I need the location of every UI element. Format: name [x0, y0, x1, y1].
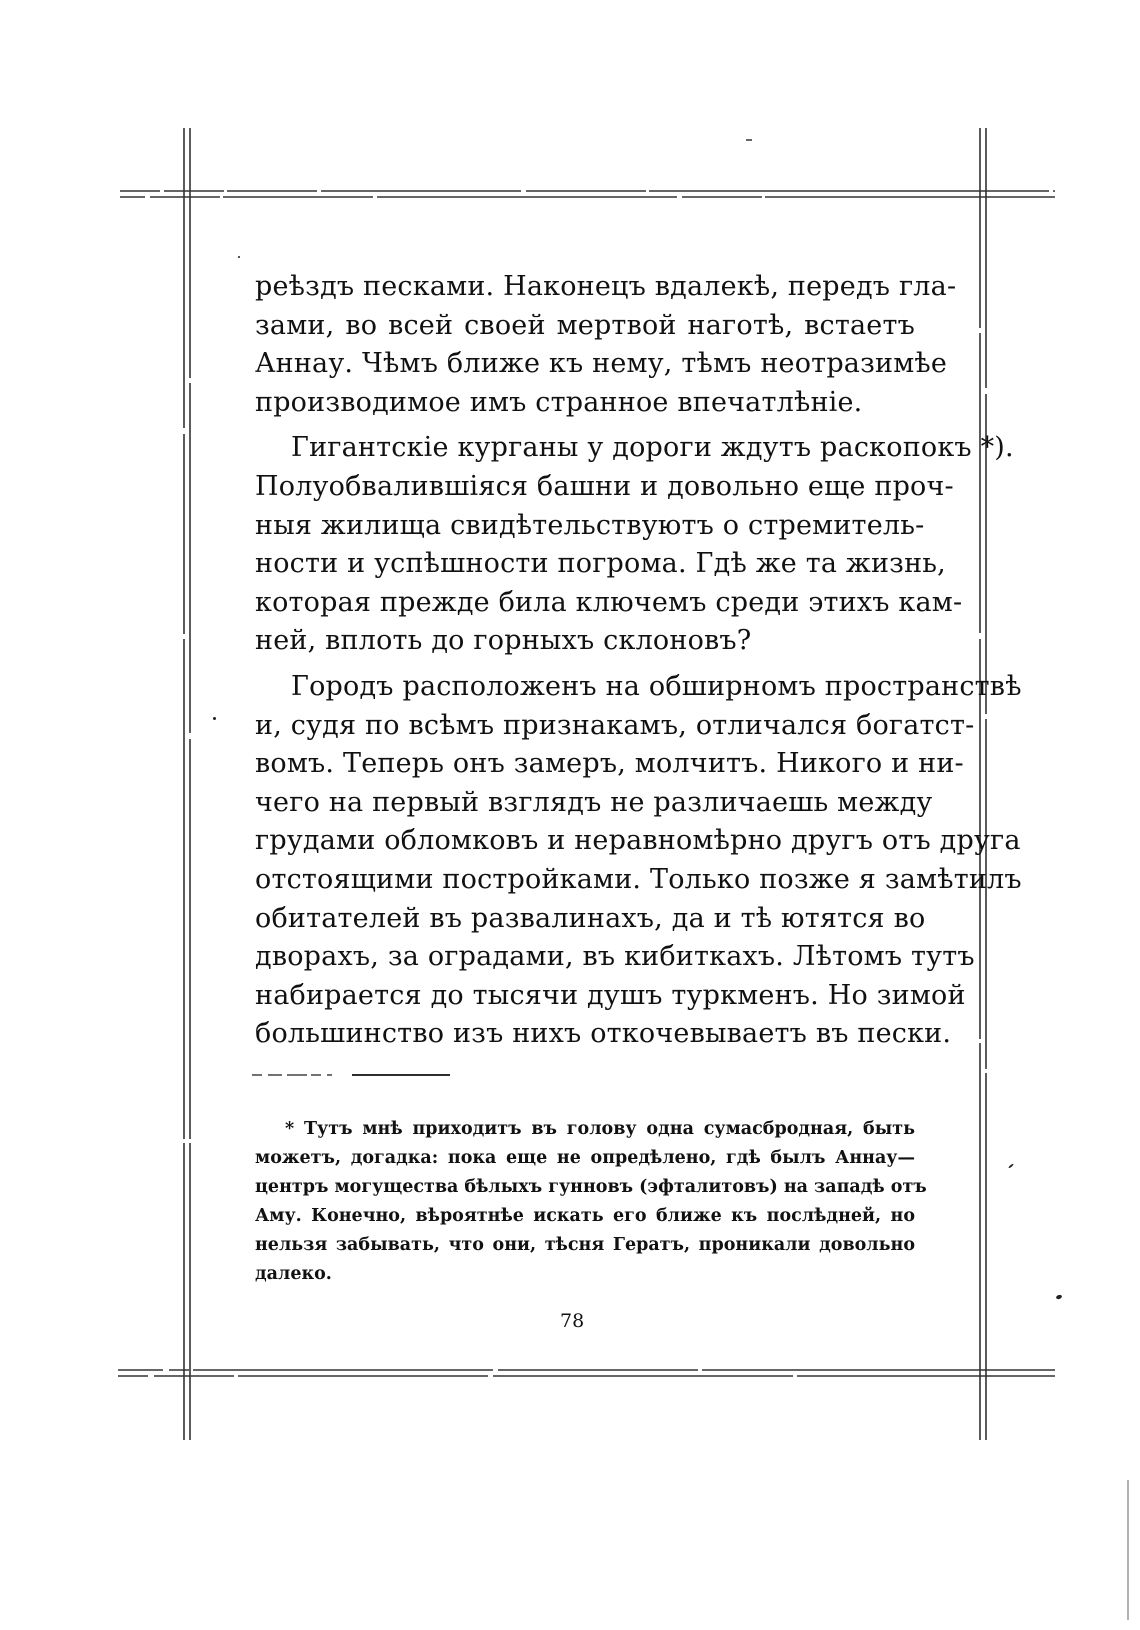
text-line: набирается до тысячи душъ туркменъ. Но зимой — [255, 979, 966, 1011]
scan-speck — [238, 256, 240, 258]
text-line: Гигантскіе курганы у дороги ждутъ раскопокъ *). — [291, 432, 1014, 464]
footnote-line: Аму. Конечно, вѣроятнѣе искать его ближе къ послѣдней, но — [255, 1206, 915, 1226]
text-line: зами, во всей своей мертвой наготѣ, встаетъ — [255, 309, 915, 341]
paragraph-2 — [255, 429, 1014, 661]
text-line: которая прежде била ключемъ среди этихъ кам- — [255, 586, 963, 618]
footnote-line: центръ могущества бѣлыхъ гунновъ (эфталитовъ) на западѣ отъ — [255, 1177, 927, 1197]
text-line: отстоящими постройками. Только позже я замѣтилъ — [255, 863, 1022, 895]
text-line: ныя жилища свидѣтельствуютъ о стремитель- — [255, 509, 925, 541]
text-line: и, судя по всѣмъ признакамъ, отличался богатст- — [255, 709, 975, 741]
footnote — [255, 1115, 927, 1289]
text-line: производимое имъ странное впечатлѣніе. — [255, 386, 863, 418]
text-line: вомъ. Теперь онъ замеръ, молчитъ. Никого и ни- — [255, 748, 964, 780]
paragraph-3 — [255, 668, 1022, 1054]
paragraph-1 — [255, 268, 957, 422]
scan-speck — [213, 717, 216, 720]
text-line: грудами обломковъ и неравномѣрно другъ отъ друга — [255, 825, 1021, 857]
text-line: ней, вплоть до горныхъ склоновъ? — [255, 625, 752, 657]
text-line: Городъ расположенъ на обширномъ пространствѣ — [291, 670, 1022, 702]
scan-speck — [1055, 1294, 1062, 1300]
text-line: Полуобвалившіяся башни и довольно еще проч- — [255, 470, 954, 502]
text-line: Аннау. Чѣмъ ближе къ нему, тѣмъ неотразимѣе — [255, 348, 948, 380]
scan-speck — [1008, 1163, 1014, 1168]
footnote-separator — [252, 1072, 452, 1078]
main-text — [255, 268, 1022, 1054]
text-line: ности и успѣшности погрома. Гдѣ же та жизнь, — [255, 548, 946, 580]
footnote-line: нельзя забывать, что они, тѣсня Гератъ, проникали довольно — [255, 1235, 915, 1255]
footnote-line: далеко. — [255, 1264, 332, 1284]
text-line: чего на первый взглядъ не различаешь между — [255, 786, 933, 818]
text-line: дворахъ, за оградами, въ кибиткахъ. Лѣтомъ тутъ — [255, 941, 975, 973]
text-line: обитателей въ развалинахъ, да и тѣ ютятся во — [255, 902, 926, 934]
text-line: реѣздъ песками. Наконецъ вдалекѣ, передъ гла- — [255, 271, 957, 302]
text-line: большинство изъ нихъ откочевываетъ въ пески. — [255, 1018, 952, 1050]
footnote-line: можетъ, догадка: пока еще не опредѣлено, гдѣ былъ Аннау— — [255, 1148, 915, 1168]
footnote-line: * Тутъ мнѣ приходитъ въ голову одна сумасбродная, быть — [285, 1119, 915, 1139]
page-number: 78 — [560, 1310, 585, 1332]
